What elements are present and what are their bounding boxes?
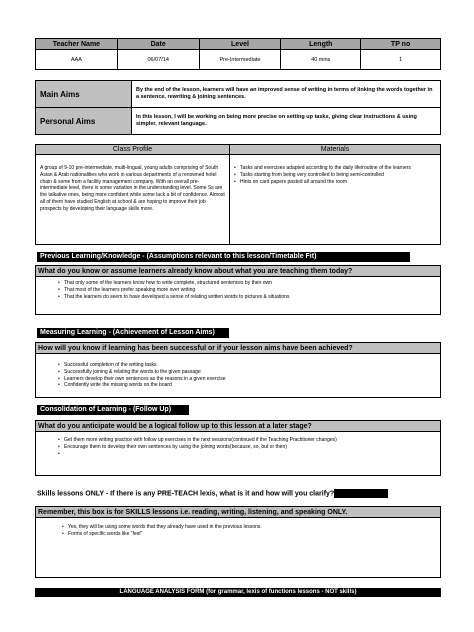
list-item: • Successfully joining & relating the words to the given passage: [58, 369, 436, 376]
materials-header: Materials: [230, 145, 441, 155]
previous-learning-bar: Previous Learning/Knowledge - (Assumptions relevant to this lesson/Timetable Fit): [37, 252, 410, 262]
consolidation-question: What do you anticipate would be a logical follow up to this lesson at a later stage?: [36, 421, 440, 432]
aims-table: [35, 80, 441, 135]
header-tp-no: TP no: [361, 39, 441, 50]
measuring-learning-question: How will you know if learning has been successful or if your lesson aims have been achieved?: [36, 343, 440, 354]
skills-pre-teach-text: Skills lessons ONLY - If there is any PRE-TEACH lexis, what is it and how will you clarify?: [37, 490, 335, 498]
skills-pre-teach-line: [37, 489, 388, 498]
length-value: 40 mins: [281, 50, 361, 70]
list-item: • Yes, they will be using some words that they already have used in the previous lessons.: [62, 524, 436, 531]
skills-box: [35, 506, 441, 578]
measuring-learning-bar: Measuring Learning - (Achievement of Lesson Aims): [37, 328, 229, 338]
main-aims-text: By the end of the lesson, learners will have an improved sense of writing in terms of linking the words together in a sentence, rewriting & joining sentences.: [132, 81, 441, 108]
personal-aims-label: Personal Aims: [36, 108, 132, 135]
list-item: • That most of the learners prefer speaking more over writing: [58, 287, 436, 294]
previous-learning-question: What do you know or assume learners already know about what you are teaching them today?: [36, 266, 440, 277]
tp-no-value: 1: [361, 50, 441, 70]
list-item: • That the learners do seem to have developed a sense of relating written words to pictures & situations: [58, 294, 436, 301]
teacher-name-value: AAA: [36, 50, 118, 70]
list-item: • Forms of specific words like “feel”: [62, 531, 436, 538]
header-teacher-name: Teacher Name: [36, 39, 118, 50]
list-item: • Confidently write the missing words on the board: [58, 382, 436, 389]
consolidation-body: [36, 432, 440, 454]
skills-question: Remember, this box is for SKILLS lessons i.e. reading, writing, listening, and speaking ONLY.: [36, 507, 440, 518]
date-value: 06/07/14: [117, 50, 199, 70]
consolidation-box: [35, 420, 441, 476]
class-profile-table: [35, 144, 441, 245]
materials-item: • Hints on card papers pasted all around the room: [234, 179, 436, 186]
materials-list: [230, 155, 441, 245]
list-item: • Encourage them to develop their own sentences by using the joining words(because, so, but or then): [58, 444, 436, 451]
list-item: • Get them more writing practice with follow up exercises in the next sessions(continued if the Teaching Practitioner changes): [58, 437, 436, 444]
class-profile-header: Class Profile: [36, 145, 230, 155]
header-level: Level: [199, 39, 281, 50]
measuring-learning-body: [36, 354, 440, 392]
header-date: Date: [117, 39, 199, 50]
lesson-header-table: [35, 38, 441, 70]
header-length: Length: [281, 39, 361, 50]
previous-learning-body: [36, 277, 440, 303]
list-item: • That only some of the learners know how to write complete, structured sentences by their own: [58, 280, 436, 287]
materials-item: • Tasks and exercises adapted according to the daily life/routine of the learners: [234, 165, 436, 172]
previous-learning-box: [35, 265, 441, 315]
language-analysis-bar: LANGUAGE ANALYSIS FORM (for grammar, lexis of functions lessons - NOT skills): [35, 588, 441, 597]
consolidation-bar: Consolidation of Learning - (Follow Up): [37, 405, 189, 415]
list-item: • Successful completion of the writing tasks: [58, 362, 436, 369]
list-item: • Learners develop their own sentences as the reasons in a given exercise: [58, 376, 436, 383]
class-profile-text: A group of 9-10 pre-intermediate, multi-lingual, young adults comprising of South Asian & Arab nationalities who work in various departments of a renowned hotel chain & some from a facility management company. With an overall pre-intermediate level, there is some variation in the understanding level. Some Ss are the talkative ones, being more confident while some lack a bit of confidence. Almost all of them have studied English at school & are hoping to improve their job prospects by developing their language skills more.: [36, 155, 230, 245]
skills-redacted-block: [334, 489, 388, 498]
main-aims-label: Main Aims: [36, 81, 132, 108]
personal-aims-text: In this lesson, I will be working on being more precise on setting up tasks, giving clear instructions & using simpler, relevant language.: [132, 108, 441, 135]
skills-body: [36, 518, 440, 541]
materials-item: • Tasks starting from being very controlled to being semi-controlled: [234, 172, 436, 179]
level-value: Pre-Intermediate: [199, 50, 281, 70]
measuring-learning-box: [35, 342, 441, 398]
